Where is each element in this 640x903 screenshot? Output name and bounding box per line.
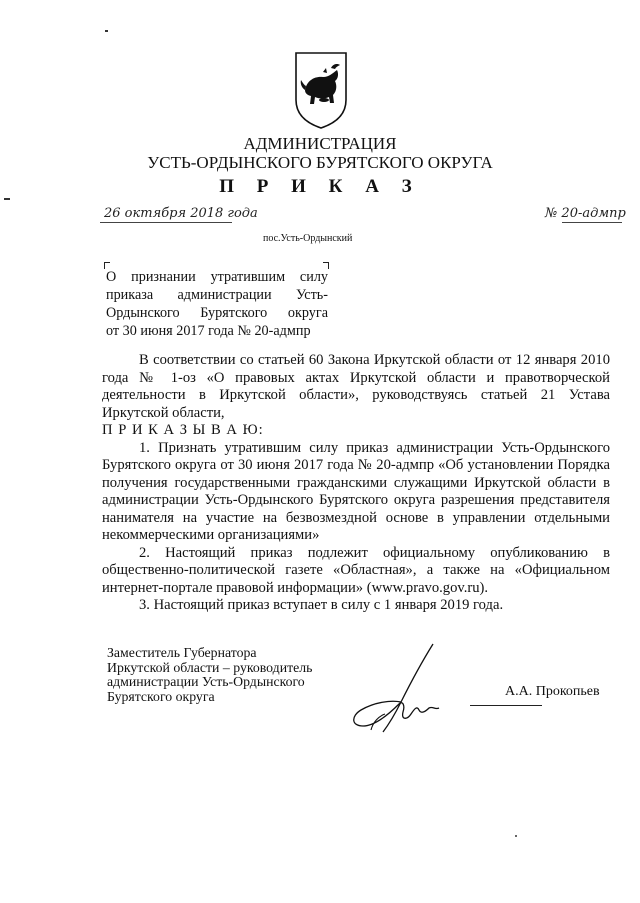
position-line: администрации Усть-Ордынского xyxy=(107,674,305,689)
signatory-position xyxy=(107,646,347,704)
signature-line xyxy=(470,705,542,706)
organization-name-line1: АДМИНИСТРАЦИЯ xyxy=(243,134,397,153)
order-item-3: 3. Настоящий приказ вступает в силу с 1 января 2019 года. xyxy=(139,597,504,613)
order-item-2: 2. Настоящий приказ подлежит официальному опубликованию в общественно-политической газете «Областная», а также на «Официальном интернет-портале правовой информации» (www.pravo.gov.ru). xyxy=(102,544,610,596)
order-subject xyxy=(106,268,328,340)
position-line: Иркутской области – руководитель xyxy=(107,659,313,675)
subject-line: от 30 июня 2017 года № 20-адмпр xyxy=(106,323,311,339)
number-underline xyxy=(562,222,622,223)
scan-mark xyxy=(515,835,517,837)
handwritten-date: 26 октября 2018 года xyxy=(104,206,258,221)
preamble-paragraph: В соответствии со статьей 60 Закона Иркутской области от 12 января 2010 года № 1-оз «О правовых актах Иркутской области и правотворческой деятельности в Иркутской области», руководствуясь статьей 21 Устава Иркутской области, xyxy=(102,352,610,421)
subject-line: О признании утратившим силу xyxy=(106,269,328,285)
scan-mark xyxy=(105,30,108,32)
signatory-name: А.А. Прокопьев xyxy=(505,684,600,699)
position-line: Бурятского округа xyxy=(107,688,215,704)
order-body xyxy=(102,352,610,615)
date-underline xyxy=(100,222,232,223)
coat-of-arms-emblem xyxy=(293,50,349,130)
order-item-1: 1. Признать утратившим силу приказ администрации Усть-Ордынского Бурятского округа от 30 июня 2017 года № 20-адмпр «Об установлении Порядка получения государственными гражданскими служащими Иркутской области в администрации Усть-Ордынского Бурятского округа разрешения представителя нанимателя на участие на безвозмездной основе в управлении отдельными некоммерческими организациями» xyxy=(102,439,610,543)
subject-line: Ордынского Бурятского округа xyxy=(106,305,328,321)
position-line: Заместитель Губернатора xyxy=(107,645,257,660)
organization-name-line2: УСТЬ-ОРДЫНСКОГО БУРЯТСКОГО ОКРУГА xyxy=(147,153,493,172)
place-of-issue: пос.Усть-Ордынский xyxy=(263,233,353,244)
handwritten-signature xyxy=(345,640,465,740)
subject-line: приказа администрации Усть- xyxy=(106,287,328,303)
handwritten-number: № 20-адмпр xyxy=(545,206,626,221)
order-word: П Р И К А З Ы В А Ю: xyxy=(102,422,264,438)
scan-mark xyxy=(4,198,10,200)
document-type-title: П Р И К А З xyxy=(219,176,421,197)
